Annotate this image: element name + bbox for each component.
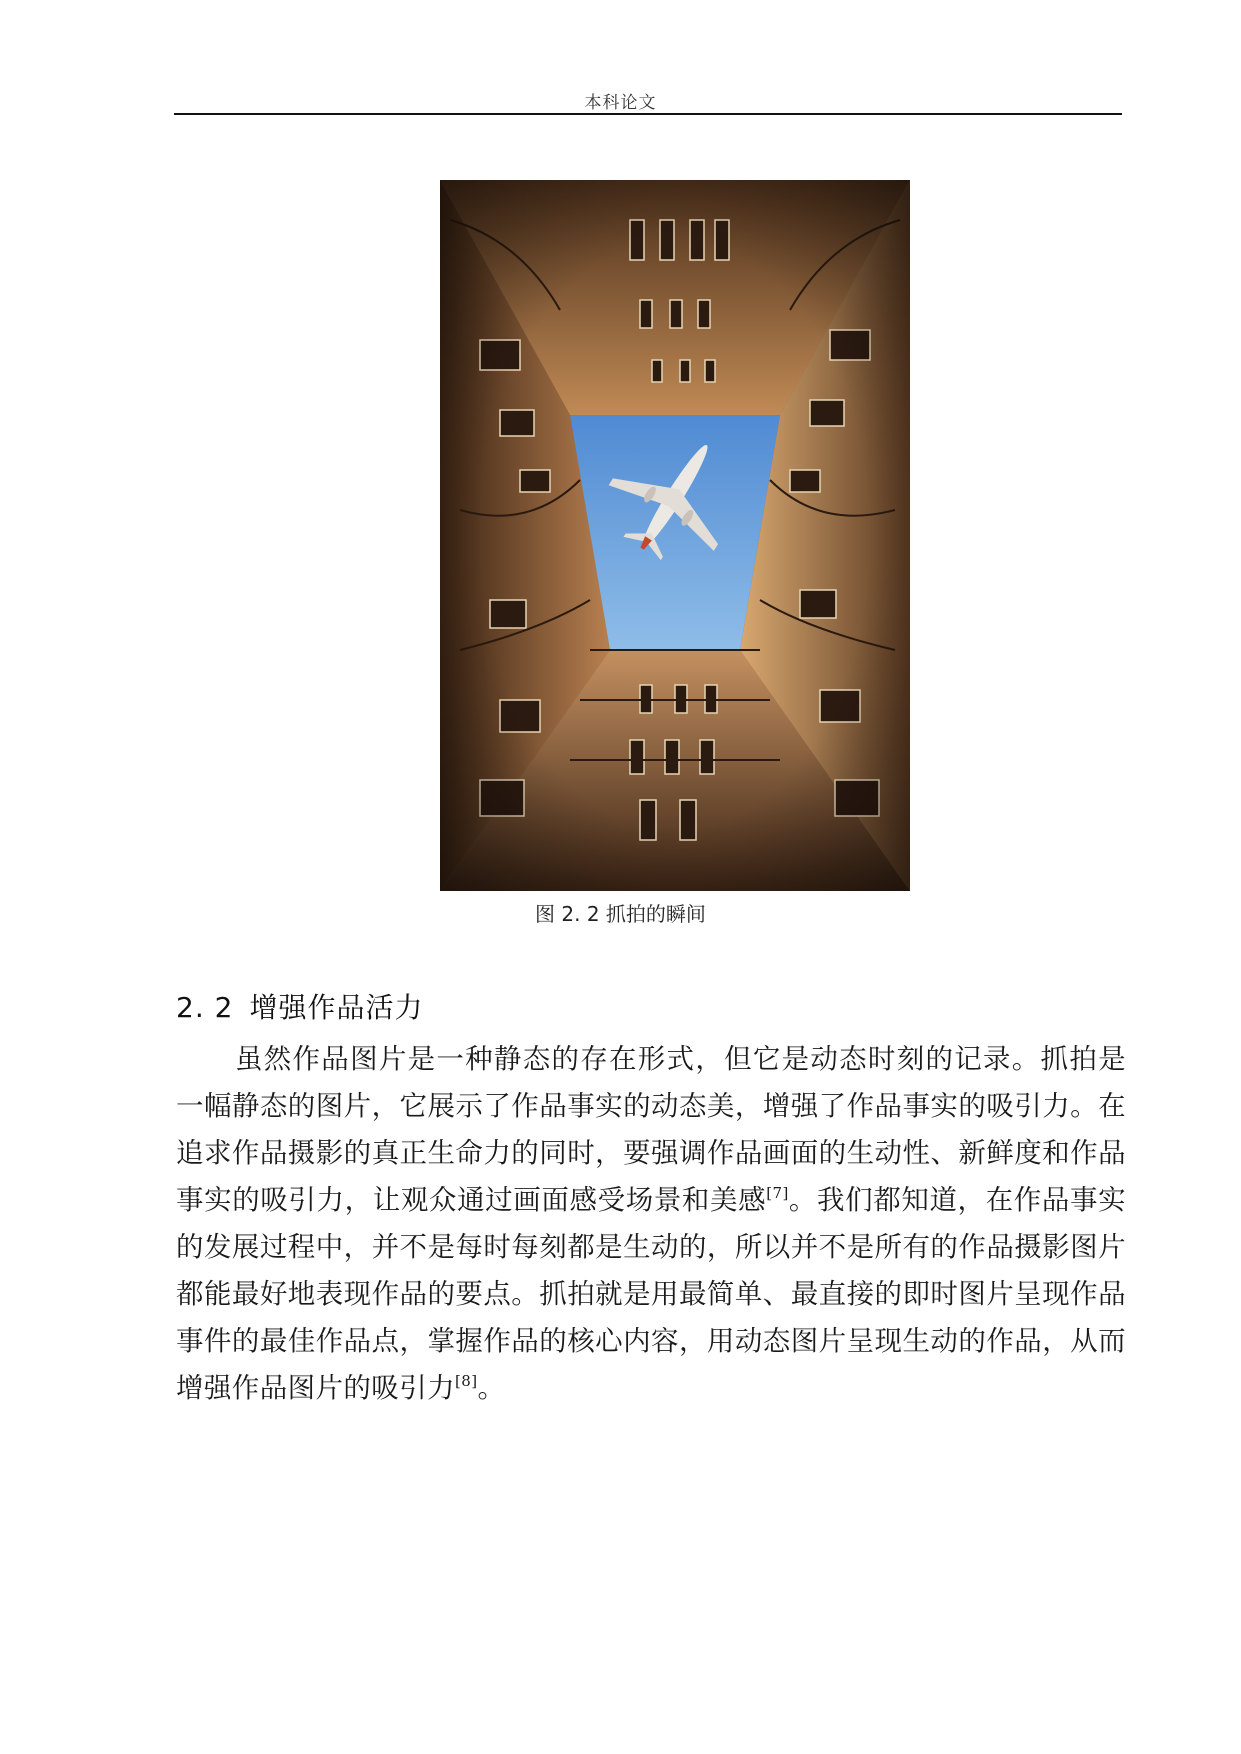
paragraph-text-3: 。 bbox=[477, 1372, 506, 1404]
citation-7[interactable]: [7] bbox=[766, 1184, 789, 1202]
paragraph-text-1: 虽然作品图片是一种静态的存在形式，但它是动态时刻的记录。抓拍是一幅静态的图片，它展示了作品事实的动态美，增强了作品事实的吸引力。在追求作品摄影的真正生命力的同时，要强调作品画面的生动性、新鲜度和作品事实的吸引力，让观众通过画面感受场景和美感 bbox=[176, 1043, 1126, 1216]
figure-caption: 图 2. 2 抓拍的瞬间 bbox=[535, 902, 706, 926]
section-title: 增强作品活力 bbox=[249, 991, 424, 1024]
running-header: 本科论文 bbox=[584, 93, 657, 113]
figure-photo bbox=[440, 180, 910, 891]
body-paragraph bbox=[176, 1036, 1126, 1412]
section-heading bbox=[176, 986, 423, 1026]
citation-8[interactable]: [8] bbox=[455, 1372, 478, 1390]
paragraph-text-2: 。我们都知道，在作品事实的发展过程中，并不是每时每刻都是生动的，所以并不是所有的作品摄影图片都能最好地表现作品的要点。抓拍就是用最简单、最直接的即时图片呈现作品事件的最佳作品点，掌握作品的核心内容，用动态图片呈现生动的作品，从而增强作品图片的吸引力 bbox=[176, 1184, 1126, 1404]
section-number: 2. 2 bbox=[176, 991, 234, 1024]
header-rule bbox=[174, 113, 1122, 115]
